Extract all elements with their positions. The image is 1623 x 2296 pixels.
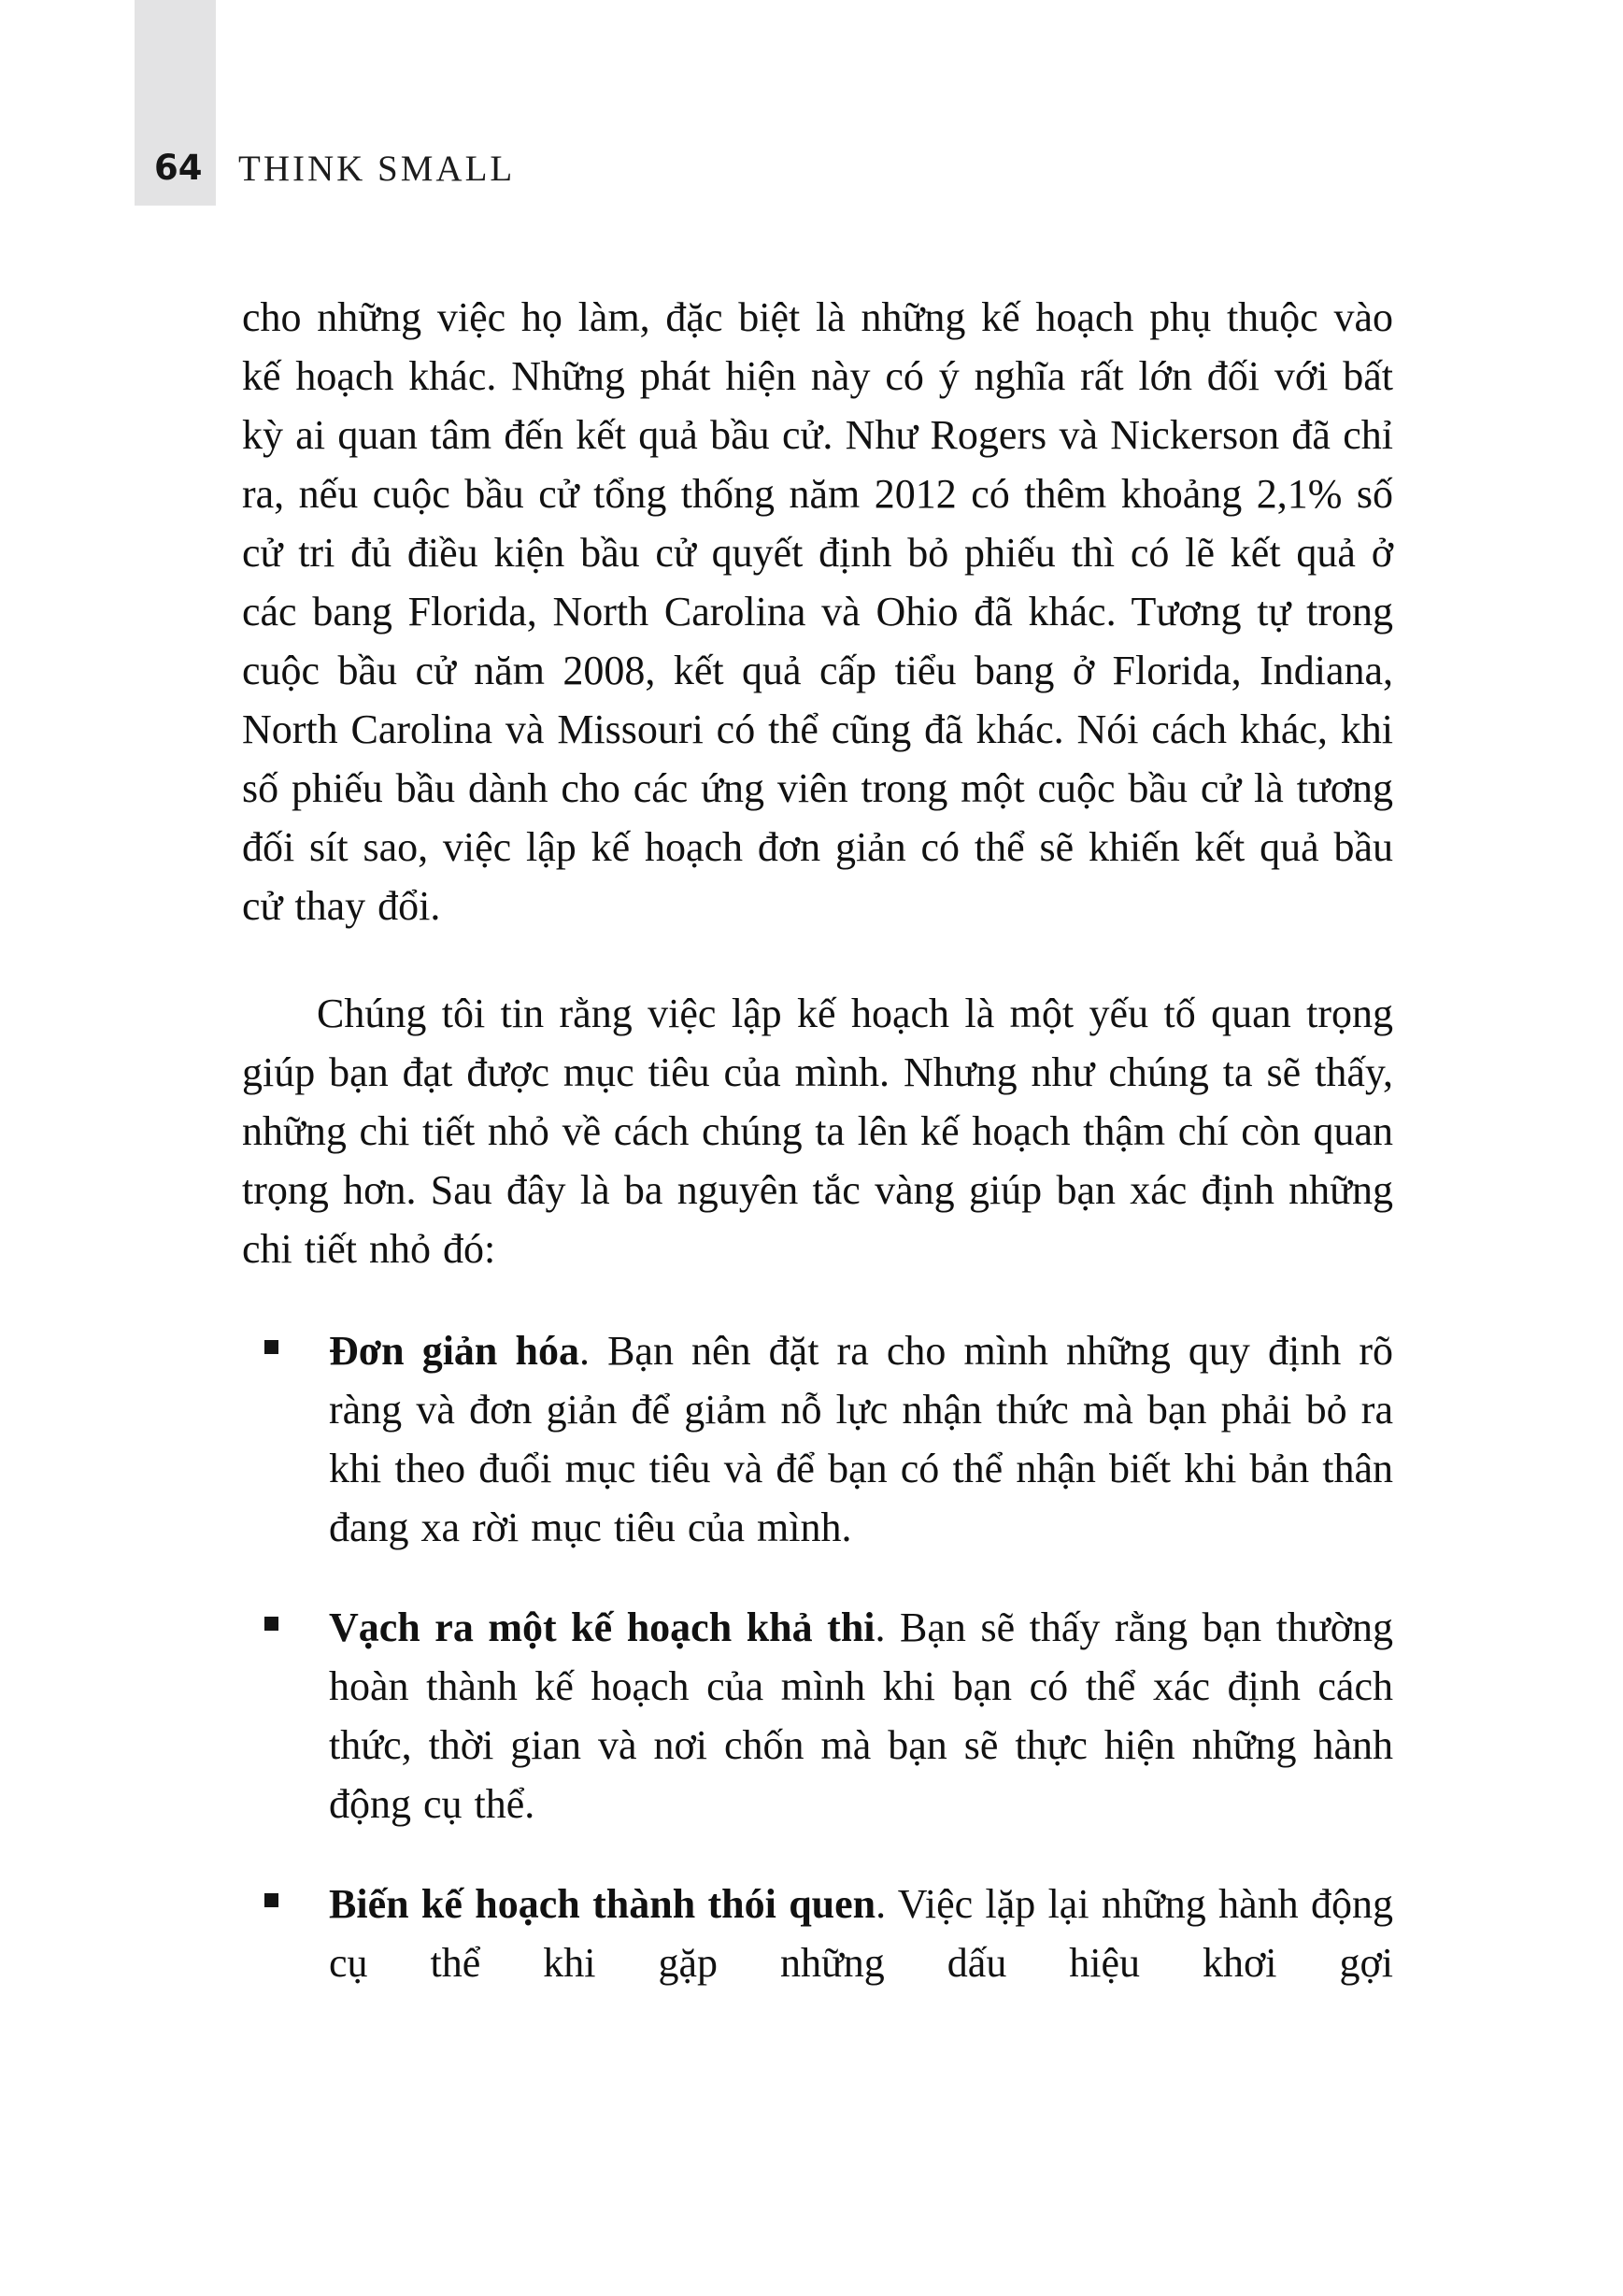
square-bullet-icon xyxy=(264,1893,278,1907)
list-item-habit xyxy=(242,1875,1393,1992)
golden-rules-list xyxy=(242,1321,1393,1992)
paragraph-three-golden-rules-intro: Chúng tôi tin rằng việc lập kế hoạch là một yếu tố quan trọng giúp bạn đạt được mục tiêu của mình. Nhưng như chúng ta sẽ thấy, những chi tiết nhỏ về cách chúng ta lên kế hoạch thậm chí còn quan trọng hơn. Sau đây là ba nguyên tắc vàng giúp bạn xác định những chi tiết nhỏ đó: xyxy=(242,991,1393,1272)
bullet-lead: Đơn giản hóa xyxy=(329,1328,579,1374)
page-number: 64 xyxy=(154,148,203,188)
list-item-feasible-plan xyxy=(242,1598,1393,1833)
square-bullet-icon xyxy=(264,1340,278,1354)
bullet-text: . Việc lặp lại những hành động cụ thể khi gặp những dấu hiệu khơi gợi xyxy=(329,1881,1393,1986)
bullet-text: . Bạn nên đặt ra cho mình những quy định rõ ràng và đơn giản để giảm nỗ lực nhận thức mà bạn phải bỏ ra khi theo đuổi mục tiêu và để bạn có thể nhận biết khi bản thân đang xa rời mục tiêu của mình. xyxy=(329,1328,1394,1550)
square-bullet-icon xyxy=(264,1617,278,1631)
paragraph-election-planning: cho những việc họ làm, đặc biệt là những kế hoạch phụ thuộc vào kế hoạch khác. Những phát hiện này có ý nghĩa rất lớn đối với bất kỳ ai quan tâm đến kết quả bầu cử. Như Rogers và Nickerson đã chỉ ra, nếu cuộc bầu cử tổng thống năm 2012 có thêm khoảng 2,1% số cử tri đủ điều kiện bầu cử quyết định bỏ phiếu thì có lẽ kết quả ở các bang Florida, North Carolina và Ohio đã khác. Tương tự trong cuộc bầu cử năm 2008, kết quả cấp tiểu bang ở Florida, Indiana, North Carolina và Missouri có thể cũng đã khác. Nói cách khác, khi số phiếu bầu dành cho các ứng viên trong một cuộc bầu cử là tương đối sít sao, việc lập kế hoạch đơn giản có thể sẽ khiến kết quả bầu cử thay đổi. xyxy=(242,294,1393,929)
bullet-lead: Biến kế hoạch thành thói quen xyxy=(329,1881,876,1927)
bullet-text: . Bạn sẽ thấy rằng bạn thường hoàn thành kế hoạch của mình khi bạn có thể xác định cách thức, thời gian và nơi chốn mà bạn sẽ thực hiện những hành động cụ thể. xyxy=(329,1604,1393,1827)
page-body xyxy=(242,288,1393,1992)
bullet-lead: Vạch ra một kế hoạch khả thi xyxy=(329,1604,876,1650)
running-title: THINK SMALL xyxy=(238,149,516,189)
list-item-simplify xyxy=(242,1321,1393,1557)
